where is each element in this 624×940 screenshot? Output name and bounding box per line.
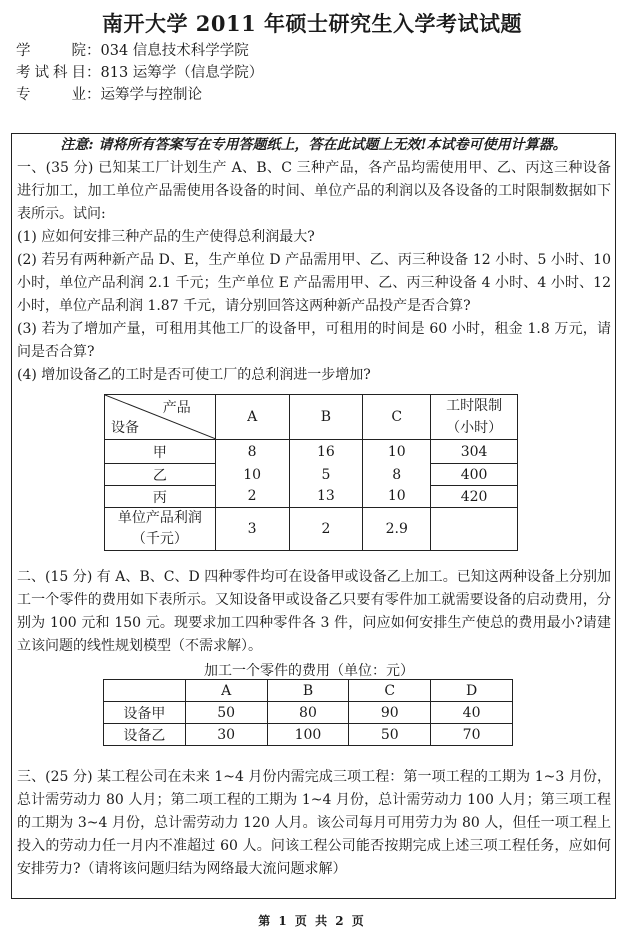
column-header: B [267, 680, 349, 702]
table-cell: 100 [267, 724, 349, 746]
table-cell: 30 [185, 724, 267, 746]
table-cell: 10 [363, 486, 431, 508]
page-number: 第 1 页 共 2 页 [258, 914, 366, 928]
table-cell-empty [431, 508, 518, 551]
limit-header-line: 工时限制 [446, 398, 503, 414]
table-cell-limit: 304 [431, 440, 518, 464]
table-cell: 80 [267, 702, 349, 724]
table-header-row [104, 680, 513, 702]
meta-row-school: 学院：034 信息技术科学学院 [16, 40, 263, 62]
corner-label-equipment: 设备 [111, 420, 139, 436]
exam-meta [16, 40, 263, 106]
profit-label-line: 单位产品利润 [117, 510, 202, 526]
table-cell: 2.9 [363, 508, 431, 551]
question-3-text: 三、(25 分) 某工程公司在未来 1~4 月份内需完成三项工程：第一项工程的工期为 1~3 月份，总计需劳动力 80 人月；第二项工程的工期为 1~4 月份，总计需劳动力 100 人月；第三项工程的工期为 3~4 月份，总计需劳动力 120 人月。该公司每月可用劳力为 80 人，但任一项工程上投入的劳动力任一月内不准超过 60 人。问该工程公司能否按期完成上述三项工程任务，应如何安排劳力?（请将该问题归结为网络最大流问题求解） [17, 769, 611, 877]
meta-value: 034 信息技术科学学院 [100, 43, 249, 59]
column-header: A [185, 680, 267, 702]
table-cell: 50 [185, 702, 267, 724]
table-cell: 8 [215, 440, 289, 464]
meta-row-major: 专业：运筹学与控制论 [16, 84, 263, 106]
table-cell: 10 [363, 440, 431, 464]
question-1-part-4: (4) 增加设备乙的工时是否可使工厂的总利润进一步增加? [17, 367, 371, 383]
meta-label: 专业 [16, 87, 86, 103]
table-row [104, 702, 513, 724]
diagonal-header-cell [105, 395, 216, 440]
question-1-part-2: (2) 若另有两种新产品 D、E，生产单位 D 产品需用甲、乙、丙三种设备 12 小时、5 小时、10 小时，单位产品利润 2.1 千元；生产单位 E 产品需用甲、乙、丙三种设备 4 小时、4 小时、12 小时，单位产品利润 1.87 千元，请分别回答这两种新产品投产是否合算? [17, 252, 611, 314]
table-header-row [105, 395, 518, 440]
row-label: 乙 [105, 464, 216, 486]
meta-row-subject: 考试科目：813 运筹学（信息学院） [16, 62, 263, 84]
table-cell: 2 [289, 508, 363, 551]
column-header-limit [431, 395, 518, 440]
exam-title: 南开大学 2011 年硕士研究生入学考试试题 [101, 11, 523, 36]
column-header: C [349, 680, 431, 702]
table-row [105, 486, 518, 508]
question-3 [17, 766, 611, 881]
table-cell: 16 [289, 440, 363, 464]
table-cell: 40 [431, 702, 513, 724]
corner-label-product: 产品 [162, 400, 191, 416]
table-cell: 10 [215, 464, 289, 486]
question-1-part-1: (1) 应如何安排三种产品的生产使得总利润最大? [17, 229, 315, 245]
table-cell: 5 [289, 464, 363, 486]
table-row [105, 464, 518, 486]
table-row-profit [105, 508, 518, 551]
table-row [105, 440, 518, 464]
table-cell-limit: 420 [431, 486, 518, 508]
question-2-text: 二、(15 分) 有 A、B、C、D 四种零件均可在设备甲或设备乙上加工。已知这两种设备上分别加工一个零件的费用如下表所示。又知设备甲或设备乙只要有零件加工就需要设备的启动费用，分别为 100 元和 150 元。现要求加工四种零件各 3 件，问应如何安排生产使总的费用最小?请建立该问题的线性规划模型（不需求解）。 [17, 569, 611, 654]
table-cell: 70 [431, 724, 513, 746]
question-1-part-3: (3) 若为了增加产量，可租用其他工厂的设备甲，可租用的时间是 60 小时，租金 1.8 万元，请问是否合算? [17, 321, 611, 360]
table-cell: 3 [215, 508, 289, 551]
column-header: A [215, 395, 289, 440]
table-cell: 2 [215, 486, 289, 508]
profit-label-unit: （千元） [131, 531, 188, 547]
row-label: 丙 [105, 486, 216, 508]
meta-label: 学院 [16, 43, 86, 59]
question-2 [17, 566, 611, 658]
limit-header-unit: （小时） [446, 420, 503, 436]
table-cell-limit: 400 [431, 464, 518, 486]
column-header: D [431, 680, 513, 702]
notice-text: 注意: 请将所有答案写在专用答题纸上，答在此试题上无效!本试卷可使用计算器。 [60, 137, 567, 153]
table-cell: 50 [349, 724, 431, 746]
table-cell: 90 [349, 702, 431, 724]
part-cost-table [103, 679, 513, 746]
row-label-profit [105, 508, 216, 551]
equipment-time-table [104, 394, 518, 551]
table-cell: 13 [289, 486, 363, 508]
table-cell: 8 [363, 464, 431, 486]
column-header-empty [104, 680, 186, 702]
question-1 [17, 157, 611, 387]
column-header: B [289, 395, 363, 440]
table-2-caption: 加工一个零件的费用（单位：元） [204, 663, 414, 679]
row-label: 甲 [105, 440, 216, 464]
meta-label: 考试科目 [16, 65, 86, 81]
meta-value: 运筹学与控制论 [100, 87, 202, 103]
column-header: C [363, 395, 431, 440]
row-label: 设备乙 [104, 724, 186, 746]
meta-value: 813 运筹学（信息学院） [100, 65, 264, 81]
row-label: 设备甲 [104, 702, 186, 724]
table-row [104, 724, 513, 746]
question-1-intro: 一、(35 分) 已知某工厂计划生产 A、B、C 三种产品，各产品均需使用甲、乙、丙这三种设备进行加工，加工单位产品需使用各设备的时间、单位产品的利润以及各设备的工时限制数据如下表所示。试问: [17, 160, 611, 222]
